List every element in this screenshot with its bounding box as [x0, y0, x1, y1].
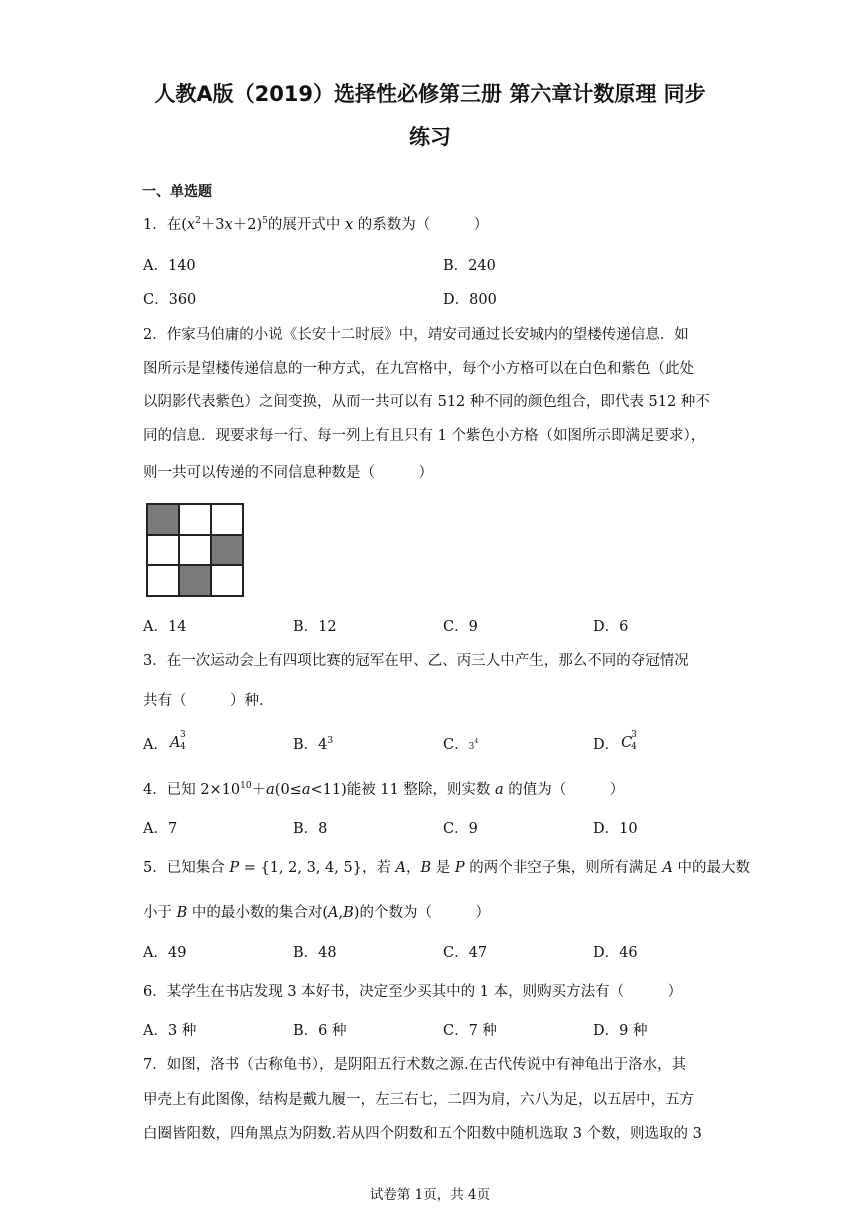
nine-square-grid-figure — [146, 503, 244, 597]
grid-cell-white — [179, 504, 211, 535]
q2-option-a: A．14 — [143, 619, 187, 635]
document-title-continued: 练习 — [409, 125, 451, 149]
q4-option-c: C．9 — [443, 821, 478, 837]
q2-option-d: D．6 — [593, 619, 629, 635]
q3-option-b: B．$4^3$ — [293, 736, 334, 753]
q5-option-a: A．49 — [143, 945, 187, 961]
q6-option-c: C．7 种 — [443, 1023, 497, 1039]
grid-cell-white — [147, 535, 179, 566]
q4-option-a: A．7 — [143, 821, 178, 837]
q4-option-d: D．10 — [593, 821, 638, 837]
q1-option-b: B．240 — [443, 258, 496, 274]
q6-option-d: D．9 种 — [593, 1023, 648, 1039]
grid-cell-white — [211, 565, 243, 596]
section-heading: 一、单选题 — [142, 184, 212, 200]
q3-option-c: C．$3^4$ — [443, 737, 479, 753]
q2-option-c: C．9 — [443, 619, 478, 635]
question-2-line-2: 图所示是望楼传递信息的一种方式，在九宫格中，每个小方格可以在白色和紫色（此处 — [143, 361, 694, 377]
grid-cell-white — [211, 504, 243, 535]
q5-option-b: B．48 — [293, 945, 337, 961]
question-3-line-2: 共有（ ）种． — [143, 693, 274, 709]
question-2-line-5: 则一共可以传递的不同信息种数是（ ） — [143, 465, 433, 481]
question-7-line-3: 白圈皆阳数，四角黑点为阴数.若从四个阴数和五个阳数中随机选取 3 个数，则选取的 3 — [143, 1126, 702, 1142]
q5-option-d: D．46 — [593, 945, 638, 961]
q1-option-a: A．140 — [143, 258, 196, 274]
document-title: 人教A版（2019）选择性必修第三册 第六章计数原理 同步 — [154, 82, 706, 106]
q1-option-d: D．800 — [443, 292, 497, 308]
question-5-line-1: 5．已知集合 P = {1, 2, 3, 4, 5}，若 A，B 是 P 的两个非空子集，则所有满足 A 中的最大数 — [143, 860, 750, 876]
question-4: 4．已知 $2\times 10^{10}+a(0\le a<11)$能被 11 整除，则实数 a 的值为（ ） — [143, 781, 625, 798]
q1-option-c: C．360 — [143, 292, 197, 308]
grid-cell-shaded — [179, 565, 211, 596]
q6-option-a: A．3 种 — [143, 1023, 197, 1039]
question-5-line-2: 小于 B 中的最小数的集合对(A,B)的个数为（ ） — [143, 905, 490, 921]
question-2-line-3: 以阴影代表紫色）之间变换，从而一共可以有 512 种不同的颜色组合，即代表 512 种不 — [143, 394, 710, 410]
grid-cell-shaded — [147, 504, 179, 535]
question-2-line-4: 同的信息．现要求每一行、每一列上有且只有 1 个紫色小方格（如图所示即满足要求）， — [143, 428, 706, 444]
q5-option-c: C．47 — [443, 945, 488, 961]
grid-cell-white — [147, 565, 179, 596]
question-1: 1．在$(x^2+3x+2)^5$的展开式中 x 的系数为（ ） — [143, 216, 489, 233]
question-7-line-2: 甲壳上有此图像，结构是戴九履一，左三右七，二四为肩，六八为足，以五居中，五方 — [143, 1092, 694, 1108]
question-6: 6．某学生在书店发现 3 本好书，决定至少买其中的 1 本，则购买方法有（ ） — [143, 984, 683, 1000]
q6-option-b: B．6 种 — [293, 1023, 347, 1039]
grid-cell-shaded — [211, 535, 243, 566]
grid-cell-white — [179, 535, 211, 566]
q2-option-b: B．12 — [293, 619, 337, 635]
question-2-line-1: 2．作家马伯庸的小说《长安十二时辰》中，靖安司通过长安城内的望楼传递信息．如 — [143, 327, 689, 343]
page-footer: 试卷第 1页，共 4页 — [369, 1187, 491, 1203]
q3-option-d: D． C 3 4 — [593, 730, 637, 753]
q4-option-b: B．8 — [293, 821, 328, 837]
question-7-line-1: 7．如图，洛书（古称龟书），是阴阳五行术数之源.在古代传说中有神龟出于洛水，其 — [143, 1057, 687, 1073]
q3-option-a: A． A 3 4 — [143, 730, 186, 753]
question-3-line-1: 3．在一次运动会上有四项比赛的冠军在甲、乙、丙三人中产生，那么不同的夺冠情况 — [143, 653, 689, 669]
